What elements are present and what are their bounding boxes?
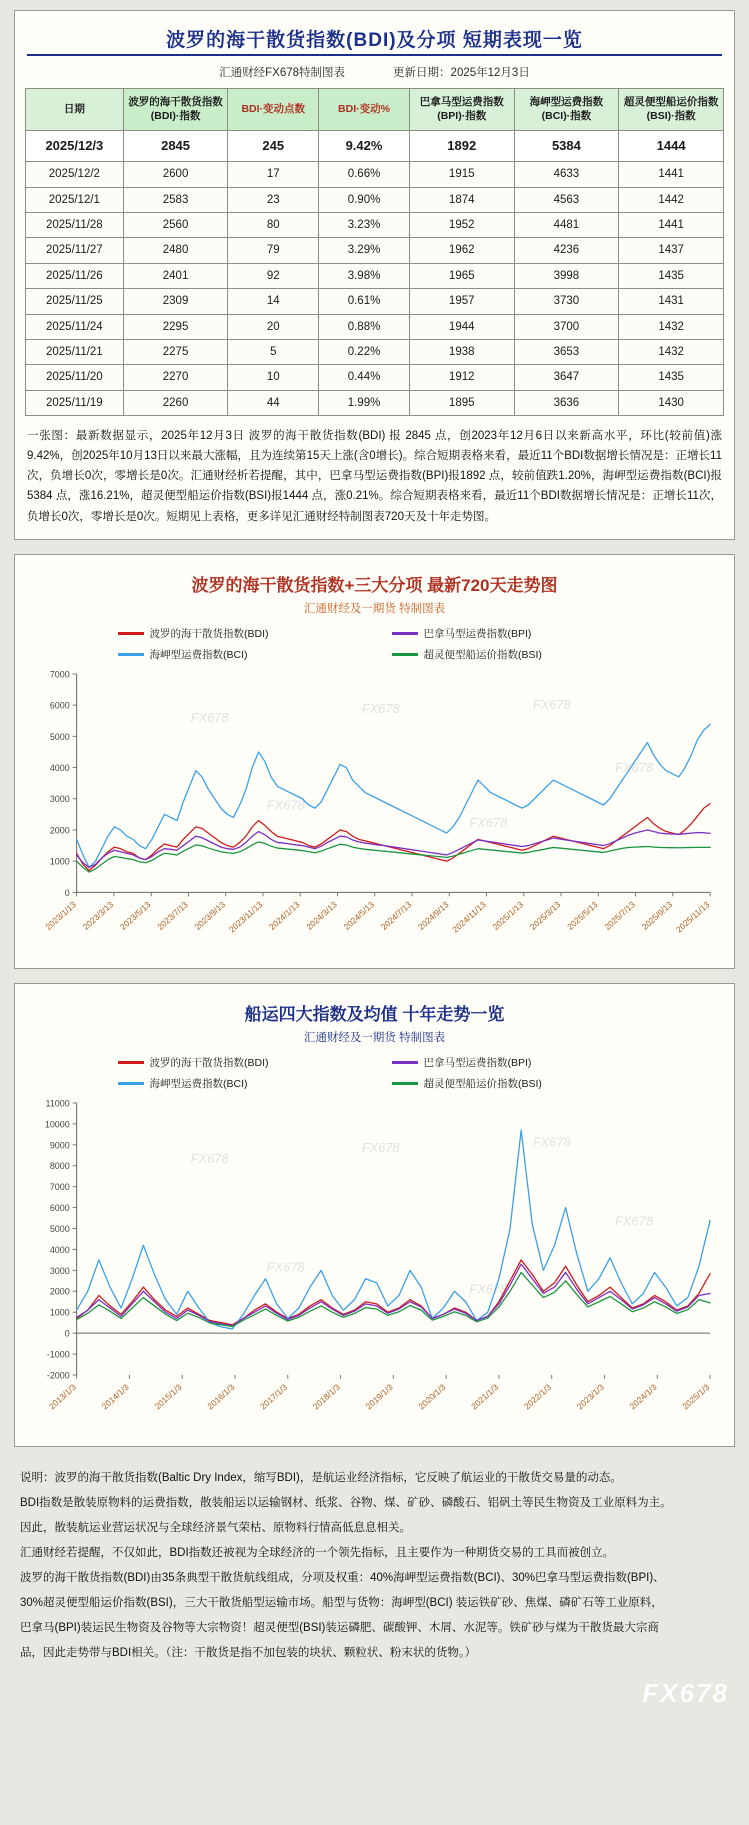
svg-text:FX678: FX678: [266, 1259, 305, 1275]
legend-item-bsi: [392, 1076, 632, 1091]
chart-10y-subtitle: 汇通财经及一期货 特制图表: [303, 1031, 446, 1044]
svg-text:2020/1/3: 2020/1/3: [416, 1381, 448, 1411]
cell-bdi: 2480: [123, 238, 228, 263]
cell-bpi: 1965: [409, 263, 514, 288]
cell-pct: 3.23%: [319, 213, 410, 238]
cell-chg: 79: [228, 238, 319, 263]
svg-text:2024/1/13: 2024/1/13: [267, 898, 302, 932]
svg-text:2000: 2000: [49, 825, 70, 836]
svg-text:7000: 7000: [49, 1181, 70, 1192]
chart-10y-legend: [95, 1055, 655, 1091]
cell-bci: 3998: [514, 263, 619, 288]
chart-720d-svg: [27, 666, 722, 954]
svg-text:FX678: FX678: [532, 696, 571, 712]
legend-item-bsi: [392, 647, 632, 662]
svg-text:3000: 3000: [49, 793, 70, 804]
svg-text:2024/9/13: 2024/9/13: [416, 898, 451, 932]
svg-text:5000: 5000: [49, 731, 70, 742]
svg-text:2000: 2000: [49, 1286, 70, 1297]
cell-chg: 17: [228, 162, 319, 187]
footer-line: 汇通财经若提醒，不仅如此，BDI指数还被视为全球经济的一个领先指标，且主要作为一种期货交易的工具而被创立。: [20, 1547, 615, 1560]
cell-date: 2025/11/19: [26, 390, 124, 415]
svg-text:0: 0: [64, 887, 70, 898]
chart-10y-panel: [14, 983, 735, 1448]
legend-label-bci: 海岬型运费指数(BCI): [149, 1077, 248, 1090]
chart-10y-title: 船运四大指数及均值 十年走势一览: [244, 1004, 505, 1024]
cell-bpi: 1892: [409, 131, 514, 162]
cell-bsi: 1442: [619, 187, 724, 212]
svg-text:FX678: FX678: [361, 1139, 400, 1155]
svg-text:4000: 4000: [49, 762, 70, 773]
table-row: [26, 289, 724, 314]
cell-pct: 9.42%: [319, 131, 410, 162]
cell-bpi: 1938: [409, 339, 514, 364]
cell-bci: 3653: [514, 339, 619, 364]
cell-date: 2025/12/3: [26, 131, 124, 162]
table-row: [26, 238, 724, 263]
cell-bci: 3700: [514, 314, 619, 339]
legend-swatch-bdi: [118, 632, 144, 635]
cell-date: 2025/11/28: [26, 213, 124, 238]
cell-bpi: 1915: [409, 162, 514, 187]
cell-chg: 23: [228, 187, 319, 212]
svg-text:0: 0: [64, 1328, 70, 1339]
footer-line: 波罗的海干散货指数(BDI)由35条典型干散货航线组成，分项及权重：40%海岬型运费指数(BCI)、30%巴拿马型运费指数(BPI)、: [20, 1572, 665, 1585]
cell-bsi: 1441: [619, 162, 724, 187]
svg-text:FX678: FX678: [615, 759, 654, 775]
cell-pct: 0.44%: [319, 365, 410, 390]
svg-text:2014/1/3: 2014/1/3: [99, 1381, 131, 1411]
svg-text:FX678: FX678: [190, 709, 229, 725]
legend-label-bsi: 超灵便型船运价指数(BSI): [423, 1077, 542, 1090]
th-bci: 海岬型运费指数(BCI)·指数: [514, 89, 619, 131]
chart-720d-subtitle: 汇通财经及一期货 特制图表: [303, 602, 446, 615]
svg-text:-2000: -2000: [46, 1370, 70, 1381]
svg-text:11000: 11000: [45, 1097, 70, 1108]
chart-720d-legend: [95, 626, 655, 662]
bdi-data-table: [25, 88, 724, 416]
legend-swatch-bdi: [118, 1061, 144, 1064]
svg-text:FX678: FX678: [469, 1280, 508, 1296]
svg-text:5000: 5000: [49, 1223, 70, 1234]
cell-chg: 5: [228, 339, 319, 364]
svg-text:2025/1/13: 2025/1/13: [490, 898, 526, 932]
svg-text:FX678: FX678: [532, 1134, 571, 1150]
svg-text:3000: 3000: [49, 1265, 70, 1276]
th-bpi: 巴拿马型运费指数(BPI)·指数: [409, 89, 514, 131]
cell-bsi: 1444: [619, 131, 724, 162]
analysis-note: 一张图：最新数据显示，2025年12月3日 波罗的海干散货指数(BDI) 报 2845 点，创2023年12月6日以来新高水平，环比(较前值)涨9.42%，创2025年10月13日以来最大涨幅，且为连续第15天上涨(含0增长)。综合短期表格来看，最近11个BDI数据增长情况是：正增长11次，负增长0次，零增长是0次。汇通财经析若提醒，其中，巴拿马型运费指数(BPI)报1892 点，较前值跌1.20%，海岬型运费指数(BCI)报5384 点，涨16.21%，超灵便型船运价指数(BSI)报1444 点，涨0.21%。综合短期表格来看，最近11个BDI数据增长情况是：正增长11次，负增长0次，零增长是0次。短期见上表格，更多详见汇通财经特制图表720天及十年走势图。: [27, 430, 722, 523]
svg-text:2023/7/13: 2023/7/13: [155, 898, 190, 932]
footer-line: BDI指数是散装原物料的运费指数，散装船运以运输钢材、纸浆、谷物、煤、矿砂、磷酸石、铝矾土等民生物资及工业原料为主。: [20, 1497, 672, 1510]
legend-item-bdi: [118, 626, 358, 641]
legend-label-bdi: 波罗的海干散货指数(BDI): [149, 627, 269, 640]
svg-text:2025/11/13: 2025/11/13: [673, 898, 712, 935]
svg-text:2015/1/3: 2015/1/3: [152, 1381, 184, 1411]
cell-date: 2025/11/25: [26, 289, 124, 314]
svg-text:FX678: FX678: [190, 1150, 229, 1166]
svg-text:2019/1/3: 2019/1/3: [363, 1381, 395, 1411]
footer-line: 因此，散装航运业营运状况与全球经济景气荣枯、原物料行情高低息息相关。: [20, 1522, 411, 1535]
table-row: [26, 314, 724, 339]
cell-bpi: 1874: [409, 187, 514, 212]
svg-text:9000: 9000: [49, 1139, 70, 1150]
footer-line: 说明：波罗的海干散货指数(Baltic Dry Index，缩写BDI)，是航运业经济指标，它反映了航运业的干散货交易量的动态。: [20, 1472, 622, 1485]
svg-text:2013/1/3: 2013/1/3: [46, 1381, 78, 1411]
cell-bci: 4236: [514, 238, 619, 263]
table-header-row: [26, 89, 724, 131]
cell-date: 2025/12/1: [26, 187, 124, 212]
cell-pct: 0.66%: [319, 162, 410, 187]
cell-chg: 20: [228, 314, 319, 339]
legend-label-bpi: 巴拿马型运费指数(BPI): [423, 1056, 532, 1069]
cell-bci: 4563: [514, 187, 619, 212]
legend-swatch-bci: [118, 653, 144, 656]
cell-pct: 0.88%: [319, 314, 410, 339]
cell-bdi: 2295: [123, 314, 228, 339]
legend-label-bdi: 波罗的海干散货指数(BDI): [149, 1056, 269, 1069]
svg-text:2024/5/13: 2024/5/13: [341, 898, 377, 932]
table-row: [26, 365, 724, 390]
cell-bsi: 1432: [619, 314, 724, 339]
cell-date: 2025/11/20: [26, 365, 124, 390]
svg-text:7000: 7000: [49, 669, 70, 680]
legend-label-bsi: 超灵便型船运价指数(BSI): [423, 648, 542, 661]
footer-line: 巴拿马(BPI)装运民生物资及谷物等大宗物资！超灵便型(BSI)装运磷肥、碳酸钾、木屑、水泥等。铁矿砂与煤为干散货最大宗商: [20, 1622, 659, 1635]
cell-bdi: 2270: [123, 365, 228, 390]
cell-bdi: 2845: [123, 131, 228, 162]
cell-pct: 3.29%: [319, 238, 410, 263]
cell-chg: 10: [228, 365, 319, 390]
cell-bsi: 1430: [619, 390, 724, 415]
table-row: [26, 213, 724, 238]
svg-text:FX678: FX678: [469, 814, 508, 830]
svg-text:2023/3/13: 2023/3/13: [80, 898, 116, 932]
cell-bpi: 1895: [409, 390, 514, 415]
legend-item-bdi: [118, 1055, 358, 1070]
svg-text:4000: 4000: [49, 1244, 70, 1255]
th-bsi: 超灵便型船运价指数(BSI)·指数: [619, 89, 724, 131]
chart-720d-panel: [14, 554, 735, 969]
cell-chg: 92: [228, 263, 319, 288]
table-subheader: [25, 64, 724, 80]
svg-text:2025/7/13: 2025/7/13: [602, 898, 637, 932]
svg-text:2024/3/13: 2024/3/13: [304, 898, 339, 932]
legend-item-bci: [118, 1076, 358, 1091]
footer-line: 品，因此走势带与BDI相关。（注：干散货是指不加包装的块状、颗粒状、粉末状的货物。）: [20, 1647, 477, 1660]
svg-text:2025/9/13: 2025/9/13: [639, 898, 675, 932]
legend-item-bpi: [392, 626, 632, 641]
table-row: [26, 339, 724, 364]
svg-text:2017/1/3: 2017/1/3: [258, 1381, 290, 1411]
cell-bsi: 1435: [619, 365, 724, 390]
cell-bdi: 2309: [123, 289, 228, 314]
svg-text:2022/1/3: 2022/1/3: [521, 1381, 554, 1411]
cell-bdi: 2260: [123, 390, 228, 415]
bdi-table-panel: [14, 10, 735, 540]
th-bdi: 波罗的海干散货指数(BDI)·指数: [123, 89, 228, 131]
cell-chg: 44: [228, 390, 319, 415]
legend-swatch-bpi: [392, 1061, 418, 1064]
cell-chg: 14: [228, 289, 319, 314]
page-title: 波罗的海干散货指数(BDI)及分项 短期表现一览: [27, 21, 722, 56]
cell-bpi: 1944: [409, 314, 514, 339]
svg-text:1000: 1000: [49, 856, 70, 867]
cell-bdi: 2560: [123, 213, 228, 238]
chart-10y-plot-area: [27, 1095, 722, 1433]
chart-10y-svg: [27, 1095, 722, 1433]
cell-bci: 4481: [514, 213, 619, 238]
cell-bsi: 1432: [619, 339, 724, 364]
svg-text:2025/1/3: 2025/1/3: [680, 1381, 712, 1411]
svg-text:FX678: FX678: [266, 796, 305, 812]
legend-item-bci: [118, 647, 358, 662]
table-row: [26, 390, 724, 415]
table-row: [26, 162, 724, 187]
table-row: [26, 187, 724, 212]
svg-text:2023/11/13: 2023/11/13: [226, 898, 265, 935]
cell-bsi: 1441: [619, 213, 724, 238]
svg-text:8000: 8000: [49, 1160, 70, 1171]
cell-chg: 80: [228, 213, 319, 238]
footer-description: [14, 1461, 735, 1719]
legend-swatch-bci: [118, 1082, 144, 1085]
source-label: 汇通财经FX678特制图表: [219, 67, 346, 79]
cell-bci: 3730: [514, 289, 619, 314]
th-bdi-change: BDI·变动点数: [228, 89, 319, 131]
cell-bdi: 2583: [123, 187, 228, 212]
cell-bci: 4633: [514, 162, 619, 187]
footer-watermark: FX678: [642, 1678, 729, 1709]
svg-text:6000: 6000: [49, 700, 70, 711]
cell-pct: 0.22%: [319, 339, 410, 364]
update-date-label: 更新日期：2025年12月3日: [393, 67, 530, 79]
cell-bsi: 1435: [619, 263, 724, 288]
table-row: [26, 131, 724, 162]
table-body: [26, 131, 724, 416]
svg-text:2021/1/3: 2021/1/3: [469, 1381, 501, 1411]
svg-text:2024/1/3: 2024/1/3: [627, 1381, 659, 1411]
cell-pct: 3.98%: [319, 263, 410, 288]
svg-text:FX678: FX678: [361, 700, 400, 716]
th-bdi-change-pct: BDI·变动%: [319, 89, 410, 131]
legend-label-bci: 海岬型运费指数(BCI): [149, 648, 248, 661]
cell-bpi: 1912: [409, 365, 514, 390]
svg-text:FX678: FX678: [615, 1212, 654, 1228]
cell-pct: 0.61%: [319, 289, 410, 314]
cell-pct: 0.90%: [319, 187, 410, 212]
cell-date: 2025/11/24: [26, 314, 124, 339]
svg-text:6000: 6000: [49, 1202, 70, 1213]
cell-bpi: 1957: [409, 289, 514, 314]
cell-date: 2025/11/26: [26, 263, 124, 288]
cell-bci: 3636: [514, 390, 619, 415]
cell-bpi: 1962: [409, 238, 514, 263]
svg-text:2024/11/13: 2024/11/13: [450, 898, 488, 935]
cell-bsi: 1431: [619, 289, 724, 314]
legend-item-bpi: [392, 1055, 632, 1070]
th-date: 日期: [26, 89, 124, 131]
svg-text:2023/9/13: 2023/9/13: [192, 898, 228, 932]
cell-date: 2025/11/21: [26, 339, 124, 364]
cell-bpi: 1952: [409, 213, 514, 238]
cell-date: 2025/11/27: [26, 238, 124, 263]
chart-720d-title: 波罗的海干散货指数+三大分项 最新720天走势图: [191, 575, 558, 595]
cell-date: 2025/12/2: [26, 162, 124, 187]
svg-text:2025/5/13: 2025/5/13: [565, 898, 600, 932]
cell-bdi: 2401: [123, 263, 228, 288]
legend-swatch-bsi: [392, 1082, 418, 1085]
cell-bdi: 2275: [123, 339, 228, 364]
cell-chg: 245: [228, 131, 319, 162]
cell-bci: 5384: [514, 131, 619, 162]
svg-text:1000: 1000: [49, 1307, 70, 1318]
svg-text:2016/1/3: 2016/1/3: [205, 1381, 237, 1411]
chart-720d-plot-area: [27, 666, 722, 954]
table-row: [26, 263, 724, 288]
footer-line: 30%超灵便型船运价指数(BSI)，三大干散货船型运输市场。船型与货物：海岬型(BCI) 装运铁矿砂、焦煤、磷矿石等工业原料，: [20, 1597, 663, 1610]
legend-label-bpi: 巴拿马型运费指数(BPI): [423, 627, 532, 640]
svg-text:2023/5/13: 2023/5/13: [117, 898, 153, 932]
svg-text:2018/1/3: 2018/1/3: [310, 1381, 342, 1411]
cell-bci: 3647: [514, 365, 619, 390]
svg-text:10000: 10000: [44, 1118, 70, 1129]
svg-text:-1000: -1000: [46, 1349, 70, 1360]
cell-bdi: 2600: [123, 162, 228, 187]
cell-bsi: 1437: [619, 238, 724, 263]
svg-text:2023/1/13: 2023/1/13: [43, 898, 78, 932]
cell-pct: 1.99%: [319, 390, 410, 415]
legend-swatch-bsi: [392, 653, 418, 656]
svg-text:2023/1/3: 2023/1/3: [574, 1381, 606, 1411]
legend-swatch-bpi: [392, 632, 418, 635]
svg-text:2024/7/13: 2024/7/13: [378, 898, 414, 932]
svg-text:2025/3/13: 2025/3/13: [527, 898, 563, 932]
